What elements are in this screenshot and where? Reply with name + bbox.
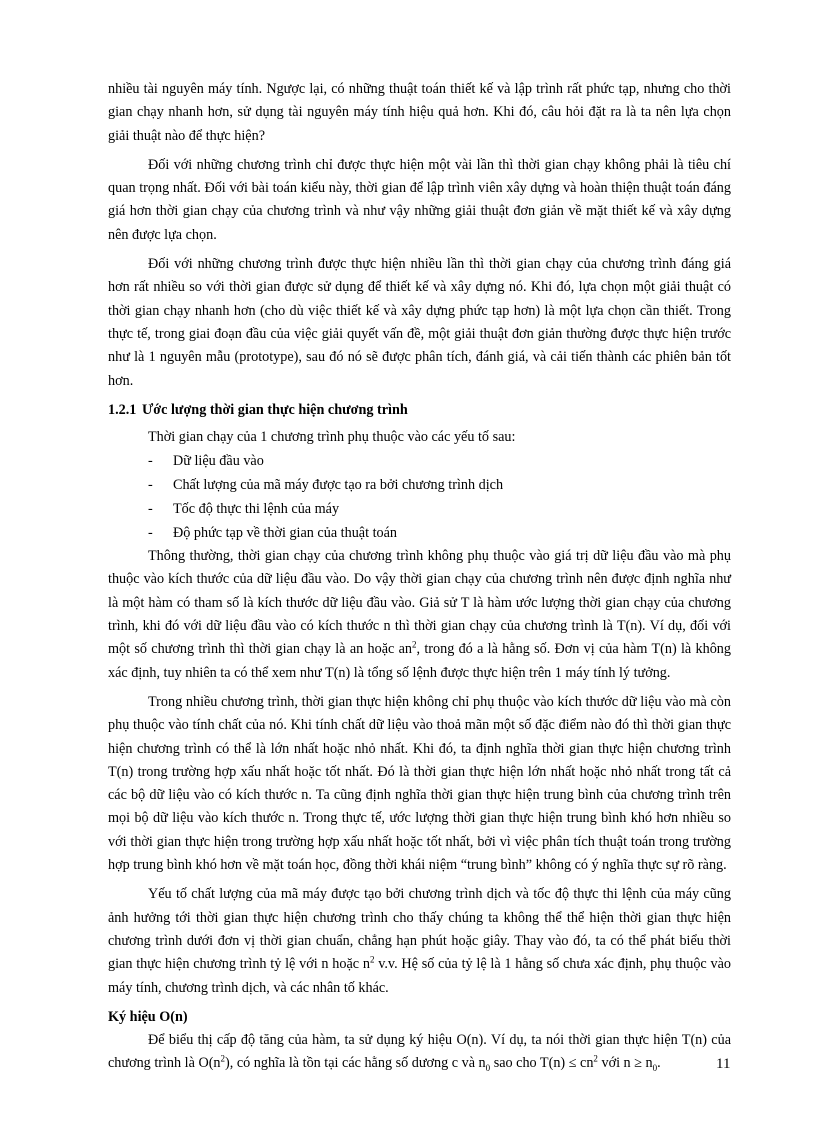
list-item-text: Độ phức tạp về thời gian của thuật toán <box>173 525 398 542</box>
section-title: Ước lượng thời gian thực hiện chương trình <box>142 401 408 418</box>
subheading: Ký hiệu O(n) <box>108 1008 188 1025</box>
paragraph: Yếu tố chất lượng của mã máy được tạo bởi chương trình dịch và tốc độ thực thi lệnh của máy cũng ảnh hưởng tới thời gian thực hiện chương trình cho thấy chúng ta không thể thể hiện thời gian thực hiện chương trình dưới đơn vị thời gian chuẩn, chẳng hạn phút hoặc giây. Thay vào đó, ta có thể phát biểu thời gian thực hiện chương trình tỷ lệ với n hoặc $n^2$ v.v. Hệ số của tỷ lệ là 1 hằng số chưa xác định, phụ thuộc vào máy tính, chương trình dịch, và các nhân tố khác. <box>108 886 731 996</box>
section-heading <box>108 399 731 422</box>
list-item <box>108 449 731 473</box>
page-content <box>108 78 731 1075</box>
bullet-dash: - <box>148 453 153 470</box>
list-item <box>108 521 731 545</box>
paragraph: Để biểu thị cấp độ tăng của hàm, ta sử dụng ký hiệu O(n). Ví dụ, ta nói thời gian thực hiện T(n) của chương trình là $O(n^2)$, có nghĩa là tồn tại các hằng số dương c và $n_0$ sao cho $T(n) \le cn^2$ với $n \ge n_0$. <box>108 1031 731 1073</box>
bullet-dash: - <box>148 477 153 494</box>
list-item-text: Tốc độ thực thi lệnh của máy <box>173 501 340 518</box>
bullet-dash: - <box>148 501 153 518</box>
list-item-text: Dữ liệu đầu vào <box>173 453 264 470</box>
list-item <box>108 497 731 521</box>
section-number: 1.2.1 <box>108 401 137 418</box>
paragraph: nhiều tài nguyên máy tính. Ngược lại, có những thuật toán thiết kế và lập trình rất phức tạp, nhưng cho thời gian chạy nhanh hơn, sử dụng tài nguyên máy tính hiệu quả hơn. Khi đó, câu hỏi đặt ra là ta nên lựa chọn giải thuật nào để thực hiện? <box>108 81 731 144</box>
paragraph: Đối với những chương trình được thực hiện nhiều lần thì thời gian chạy của chương trình đáng giá hơn rất nhiều so với thời gian được sử dụng để thiết kế và xây dựng nó. Khi đó, lựa chọn một giải thuật có thời gian chạy nhanh hơn (cho dù việc thiết kế và xây dựng phức tạp hơn) là một lựa chọn cần thiết. Trong thực tế, trong giai đoạn đầu của việc giải quyết vấn đề, một giải thuật đơn giản thường được thực hiện trước như là 1 nguyên mẫu (prototype), sau đó nó sẽ được phân tích, đánh giá, và cải tiến thành các phiên bản tốt hơn. <box>108 256 731 389</box>
paragraph: Thời gian chạy của 1 chương trình phụ thuộc vào các yếu tố sau: <box>148 428 516 445</box>
list-item <box>108 473 731 497</box>
paragraph: Đối với những chương trình chỉ được thực hiện một vài lần thì thời gian chạy không phải là tiêu chí quan trọng nhất. Đối với bài toán kiểu này, thời gian để lập trình viên xây dựng và hoàn thiện thuật toán đáng giá hơn thời gian chạy của chương trình và như vậy những giải thuật đơn giản về mặt thiết kế và xây dựng nên được lựa chọn. <box>108 156 731 243</box>
page-number: 11 <box>716 1056 731 1072</box>
factor-list <box>108 449 731 545</box>
list-item-text: Chất lượng của mã máy được tạo ra bởi chương trình dịch <box>173 477 504 494</box>
bullet-dash: - <box>148 525 153 542</box>
paragraph: Trong nhiều chương trình, thời gian thực hiện không chỉ phụ thuộc vào kích thước dữ liệu vào mà còn phụ thuộc vào tính chất của nó. Khi tính chất dữ liệu vào thoả mãn một số đặc điểm nào đó thì thời gian thực hiện chương trình có thể là lớn nhất hoặc nhỏ nhất. Khi đó, ta định nghĩa thời gian thực hiện chương trình T(n) trong trường hợp xấu nhất hoặc tốt nhất. Đó là thời gian thực hiện lớn nhất hoặc nhỏ nhất trong tất cả các bộ dữ liệu vào có kích thước n. Ta cũng định nghĩa thời gian thực hiện trung bình của chương trình trên mọi bộ dữ liệu vào kích thước n. Trong thực tế, ước lượng thời gian thực hiện trung bình khó hơn nhiều so với thời gian thực hiện trong trường hợp xấu nhất hoặc tốt nhất, bởi vì việc phân tích thuật toán trong trường hợp trung bình khó hơn về mặt toán học, đồng thời khái niệm “trung bình” không có ý nghĩa thực sự rõ ràng. <box>108 693 731 874</box>
paragraph: Thông thường, thời gian chạy của chương trình không phụ thuộc vào giá trị dữ liệu đầu vào mà phụ thuộc vào kích thước của dữ liệu đầu vào. Do vậy thời gian chạy của chương trình nên được định nghĩa như là một hàm có tham số là kích thước dữ liệu đầu vào. Giả sử T là hàm ước lượng thời gian chạy của chương trình, khi đó với dữ liệu đầu vào có kích thước n thì thời gian chạy của chương trình là T(n). Ví dụ, đối với một số chương trình thì thời gian chạy là an hoặc $an^2$, trong đó a là hằng số. Đơn vị của hàm T(n) là không xác định, tuy nhiên ta có thể xem như T(n) là tổng số lệnh được thực hiện trên 1 máy tính lý tưởng. <box>108 548 731 681</box>
